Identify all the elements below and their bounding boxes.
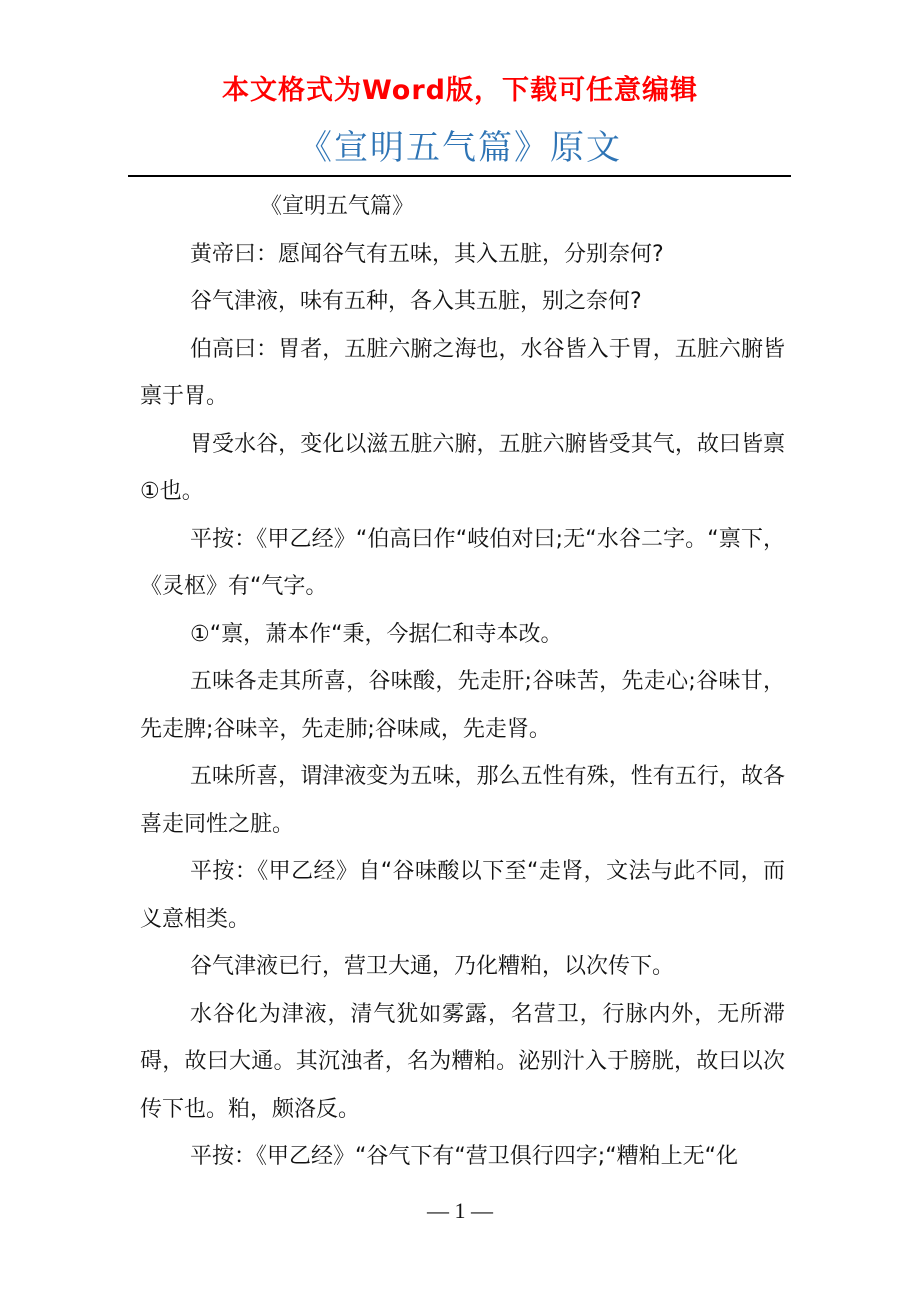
paragraph: 五味所喜，谓津液变为五味，那么五性有殊，性有五行，故各喜走同性之脏。 xyxy=(140,764,785,837)
paragraph: 平按：《甲乙经》“伯高曰作“岐伯对曰;无“水谷二字。“禀下，《灵枢》有“气字。 xyxy=(140,526,785,599)
paragraph: 伯高曰：胃者，五脏六腑之海也，水谷皆入于胃，五脏六腑皆禀于胃。 xyxy=(140,336,785,409)
paragraph: 五味各走其所喜，谷味酸，先走肝;谷味苦，先走心;谷味甘，先走脾;谷味辛，先走肺;谷味咸，先走肾。 xyxy=(140,669,785,742)
paragraph: 平按：《甲乙经》自“谷味酸以下至“走肾，文法与此不同，而义意相类。 xyxy=(140,859,785,932)
paragraph: 平按：《甲乙经》“谷气下有“营卫俱行四字;“糟粕上无“化 xyxy=(190,1144,739,1169)
document-body xyxy=(140,183,785,1181)
document-title: 《宣明五气篇》原文 xyxy=(298,128,622,168)
paragraph: 黄帝曰：愿闻谷气有五味，其入五脏，分别奈何? xyxy=(190,241,664,267)
paragraph: 水谷化为津液，清气犹如雾露，名营卫，行脉内外，无所滞碍，故曰大通。其沉浊者，名为糟粕。泌别汁入于膀胱，故曰以次传下也。粕，颇洛反。 xyxy=(140,1001,785,1122)
title-divider xyxy=(128,175,791,177)
page-number: — 1 — xyxy=(427,1198,493,1223)
paragraph: 胃受水谷，变化以滋五脏六腑，五脏六腑皆受其气，故曰皆禀①也。 xyxy=(140,431,785,504)
footnote: ①“禀，萧本作“秉，今据仁和寺本改。 xyxy=(190,621,563,647)
section-heading: 《宣明五气篇》 xyxy=(260,194,415,219)
format-notice: 本文格式为Word版，下载可任意编辑 xyxy=(221,75,698,106)
paragraph: 谷气津液，味有五种，各入其五脏，别之奈何? xyxy=(190,289,642,314)
paragraph: 谷气津液已行，营卫大通，乃化糟粕，以次传下。 xyxy=(190,954,675,979)
